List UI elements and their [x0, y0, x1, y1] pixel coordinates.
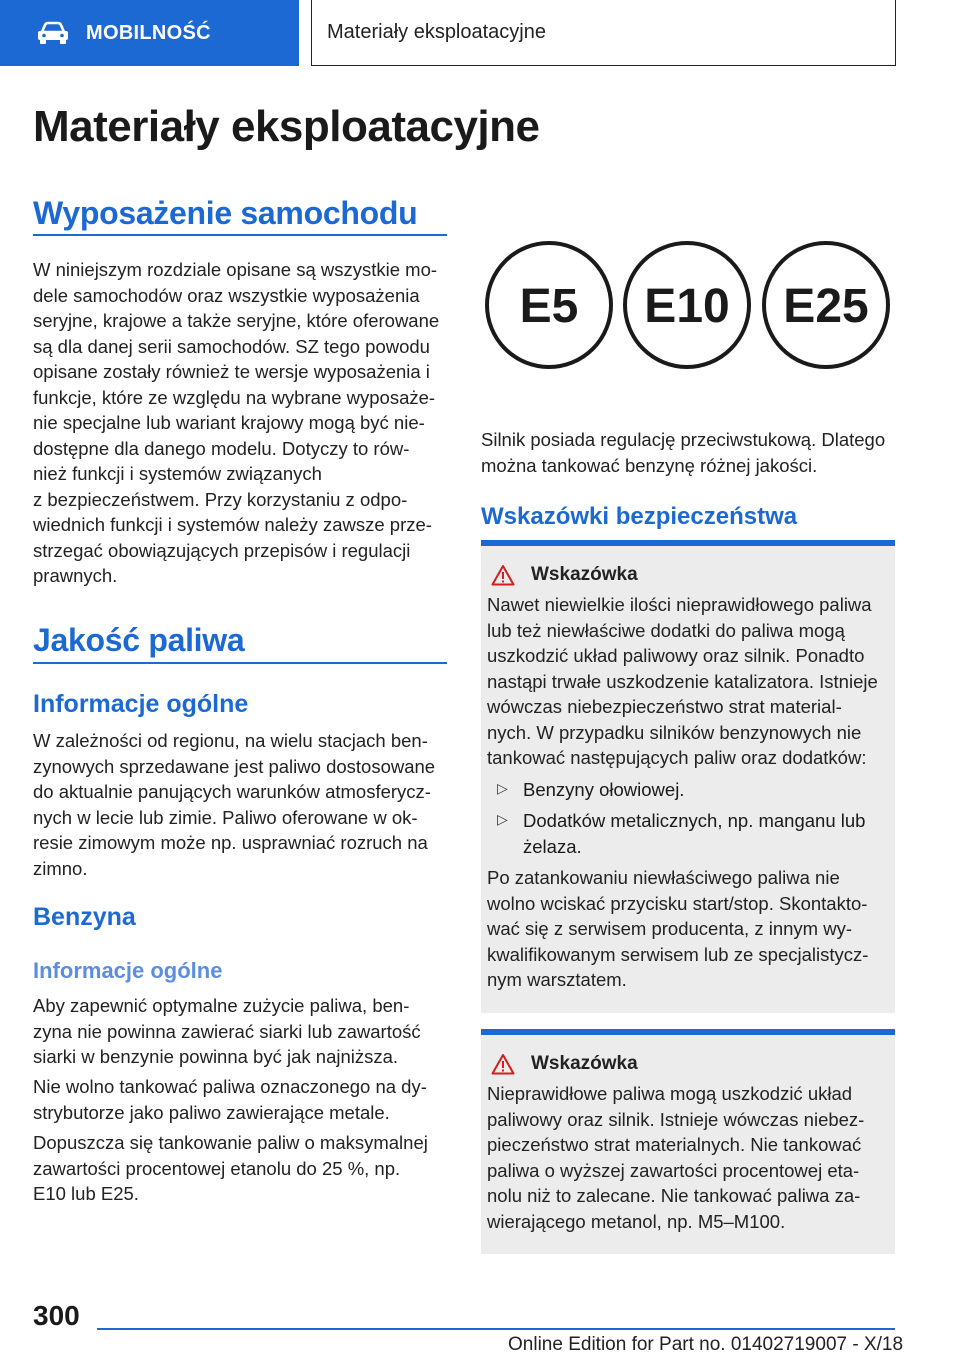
list-item: ▷ Dodatków metalicznych, np. manganu lub żelaza. [497, 808, 887, 859]
equipment-text: W niniejszym rozdziale opisane są wszystkie mo- dele samochodów oraz wszystkie wyposażenia seryjne, krajowe a także seryjne, które oferowane są dla danej serii samochodów. SZ tego powodu opisane zostały również te wersje wyposażenia i funkcje, które ze względu na wybrane wyposaże- nie specjalne lub wariant krajowy mogą być nie- dostępne dla danego modelu. Dotyczy to rów- nież funkcji i systemów związanych z bezpieczeństwem. Przy korzystaniu z odpo- wiednich funkcji i systemów należy zawsze prze- strzegać obowiązujących przepisów i regulacji prawnych. [33, 259, 440, 586]
fuel-badge-e10 [625, 243, 749, 367]
fuel-badge-label: E25 [783, 280, 869, 333]
warning-text: Nieprawidłowe paliwa mogą uszkodzić układ paliwowy oraz silnik. Istnieje wówczas niebez- pieczeństwo strat materialnych. Nie tankować paliwa o wyższej zawartości procentowej eta- nolu niż to zalecane. Nie tankować paliwa za- wierającego metanol, np. M5–M100. [487, 1083, 865, 1232]
footer-rule [97, 1328, 895, 1330]
heading-safety: Wskazówki bezpieczeństwa [481, 503, 798, 530]
page-number: 300 [33, 1300, 80, 1331]
general-text: W zależności od regionu, na wielu stacjach ben- zynowych sprzedawane jest paliwo dostosowane do aktualnie panujących warunków atmosferycz- nych w lecie lub zimie. Paliwo oferowane w ok- resie zimowym może np. usprawniać rozruch na zimno. [33, 730, 436, 879]
fuel-badge-label: E5 [519, 280, 579, 333]
bullet-marker: ▷ [497, 779, 508, 796]
fuel-badge-e5 [487, 243, 611, 367]
car-icon [36, 21, 70, 45]
warning-text: Po zatankowaniu niewłaściwego paliwa nie wolno wciskać przycisku start/stop. Skontakto- wać się z serwisem producenta, z innym wy- kwalifikowanym serwisem lub ze specjalistycz- nym warsztatem. [487, 867, 869, 990]
fuel-badges [481, 240, 895, 370]
heading-general: Informacje ogólne [33, 690, 249, 718]
section-label: MOBILNOŚĆ [86, 21, 211, 44]
list-item: ▷ Benzyny ołowiowej. [497, 777, 887, 803]
heading-petrol-general: Informacje ogólne [33, 958, 223, 983]
bullet-marker: ▷ [497, 811, 508, 827]
petrol-paragraph-1: Aby zapewnić optymalne zużycie paliwa, ben- zyna nie powinna zawierać siarki lub zawartość siarki w benzynie powinna być jak najniższa. [33, 995, 421, 1067]
edition-text: Online Edition for Part no. 01402719007 - X/18 [508, 1334, 904, 1355]
warning-box-1 [481, 540, 895, 1013]
warning-triangle-icon [491, 564, 515, 586]
petrol-paragraph-3: Dopuszcza się tankowanie paliw o maksymalnej zawartości procentowej etanolu do 25 %, np. E10 lub E25. [33, 1132, 428, 1204]
warning-triangle-icon [491, 1053, 515, 1075]
fuel-badge-e25 [764, 243, 888, 367]
chapter-label: Materiały eksploatacyjne [311, 0, 896, 66]
section-tab [0, 0, 299, 66]
page-title: Materiały eksploatacyjne [33, 102, 540, 151]
knock-control-text: Silnik posiada regulację przeciwstukową. Dlatego można tankować benzynę różnej jakości. [481, 429, 886, 476]
petrol-paragraph-2: Nie wolno tankować paliwa oznaczonego na dy- strybutorze jako paliwo zawierające metale. [33, 1076, 427, 1123]
heading-equipment: Wyposażenie samochodu [33, 195, 418, 231]
warning-box-2 [481, 1029, 895, 1254]
warning-label: Wskazówka [531, 564, 638, 585]
heading-rule [33, 662, 447, 664]
heading-petrol: Benzyna [33, 903, 136, 931]
warning-text: Nawet niewielkie ilości nieprawidłowego paliwa lub też niewłaściwe dodatki do paliwa mogą uszkodzić układ paliwowy oraz silnik. Ponadto nastąpi trwałe uszkodzenie katalizatora. Istnieje wówczas niebezpieczeństwo strat material- nych. W przypadku silników benzynowych nie tankować następujących paliw oraz dodatków: [487, 594, 878, 768]
heading-rule [33, 234, 447, 236]
fuel-badge-label: E10 [644, 280, 730, 333]
warning-label: Wskazówka [531, 1053, 638, 1074]
heading-fuel-quality: Jakość paliwa [33, 622, 245, 658]
